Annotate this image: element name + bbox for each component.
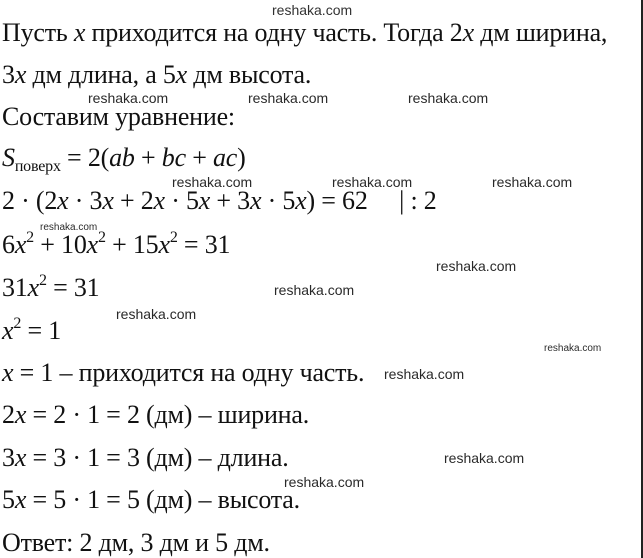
width-line: 2x = 2 · 1 = 2 (дм) – ширина. bbox=[2, 400, 310, 429]
watermark: reshaka.com bbox=[116, 306, 197, 322]
intro-line: Пусть x приходится на одну часть. Тогда 2x дм ширина, bbox=[2, 18, 608, 47]
watermark: reshaka.com bbox=[444, 450, 525, 466]
equation-heading: Составим уравнение: bbox=[2, 102, 235, 131]
watermark: reshaka.com bbox=[332, 174, 413, 190]
watermark: reshaka.com bbox=[436, 258, 517, 274]
watermark: reshaka.com bbox=[544, 343, 602, 354]
combined-equation: $31x^2 = 31$ bbox=[2, 272, 100, 302]
watermark: reshaka.com bbox=[172, 174, 253, 190]
height-line: 5x = 5 · 1 = 5 (дм) – высота. bbox=[2, 485, 300, 514]
square-equation: $x^2 = 1$ bbox=[2, 315, 62, 345]
length-line: 3x = 3 · 1 = 3 (дм) – длина. bbox=[2, 443, 289, 472]
dimensions-line: 3x дм длина, а 5x дм высота. bbox=[2, 60, 312, 89]
equation-line: 2 · (2x · 3x + 2x · 5x + 3x · 5x) = 62 | : 2 bbox=[2, 186, 437, 215]
watermark-top: reshaka.com bbox=[272, 2, 353, 18]
surface-area-formula: $S_{поверх} = 2(ab$ + bc + ac) bbox=[2, 143, 246, 175]
watermark: reshaka.com bbox=[408, 90, 489, 106]
watermark: reshaka.com bbox=[40, 222, 98, 233]
x-value-line: x = 1 – приходится на одну часть. bbox=[2, 358, 365, 387]
simplified-equation: $6x^2 + 10x^2 + 15x^2 = 31$ bbox=[2, 229, 231, 259]
watermark: reshaka.com bbox=[492, 174, 573, 190]
watermark: reshaka.com bbox=[284, 474, 365, 490]
answer-line: Ответ: 2 дм, 3 дм и 5 дм. bbox=[2, 528, 270, 557]
watermark: reshaka.com bbox=[384, 366, 465, 382]
watermark: reshaka.com bbox=[274, 282, 355, 298]
watermark: reshaka.com bbox=[248, 90, 329, 106]
watermark: reshaka.com bbox=[88, 90, 169, 106]
